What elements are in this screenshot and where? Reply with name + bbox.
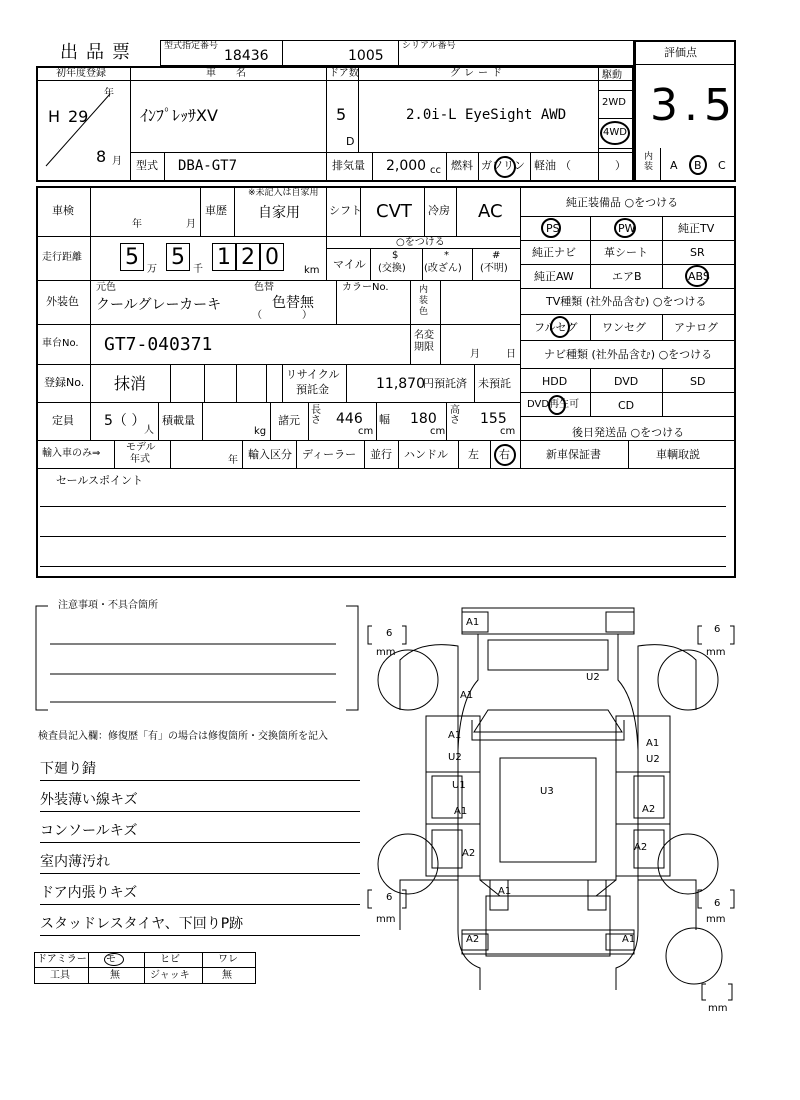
- tread-spare-unit: mm: [708, 1003, 728, 1014]
- drive-4wd-mark: [600, 121, 630, 145]
- interior-label: 内装: [644, 152, 654, 172]
- height: 155: [480, 411, 507, 427]
- tv-analog: アナログ: [674, 321, 718, 334]
- diag-label-13: A2: [634, 842, 648, 853]
- note-item-2: 外装薄い線キズ: [40, 789, 360, 812]
- reg-label: 登録No.: [44, 376, 85, 389]
- navi-dvd-play: DVD再生可: [527, 399, 580, 410]
- color-label: 外装色: [46, 295, 79, 308]
- dims-label: 諸元: [278, 414, 300, 427]
- drive-label: 駆動: [602, 70, 622, 81]
- mark-tamper-sym: *: [444, 250, 449, 261]
- tread-front-right-unit: mm: [706, 647, 726, 658]
- mark-exchange-sym: $: [392, 250, 399, 261]
- note-item-5: ドア内張りキズ: [40, 882, 360, 905]
- diag-label-12: A2: [462, 848, 476, 859]
- model-year-unit: 年: [228, 455, 238, 466]
- width-unit: cm: [430, 426, 446, 437]
- displacement-unit: cc: [430, 165, 441, 176]
- meihen-label: 名変期限: [414, 330, 434, 353]
- mileage-digit-5: 0: [260, 243, 284, 271]
- eval-label: 評価点: [664, 46, 697, 59]
- capacity-label: 定員: [52, 414, 74, 427]
- model-code: 18436: [224, 48, 269, 64]
- diag-label-3: U2: [586, 672, 600, 683]
- year-slash: [40, 92, 120, 172]
- navi-dvd-play-mark: [548, 395, 566, 415]
- meihen-month: 月: [470, 349, 480, 360]
- acc-jack-label: ジャッキ: [150, 970, 190, 981]
- equip-ps: PS: [546, 222, 560, 235]
- color-repaint: 色替無: [272, 295, 314, 311]
- navi-sd: SD: [690, 375, 706, 388]
- doors-label: ドア数: [329, 68, 359, 79]
- import-parallel: 並行: [370, 448, 392, 461]
- note-item-4: 室内薄汚れ: [40, 851, 360, 874]
- navi-title: ナビ種類 (社外品含む) ○をつける: [544, 348, 713, 361]
- exterior-color: クールグレーカーキ: [96, 297, 222, 313]
- shaken-label: 車検: [52, 204, 74, 217]
- displacement-label: 排気量: [332, 159, 365, 172]
- handle-label: ハンドル: [404, 448, 448, 461]
- diag-label-10: U2: [646, 754, 660, 765]
- mileage-mark-label: ○をつける: [396, 237, 445, 248]
- handle-right-mark: [494, 444, 516, 466]
- mileage-sen-unit: 千: [193, 264, 203, 275]
- meihen-day: 日: [506, 349, 516, 360]
- after-item-1: 新車保証書: [546, 448, 601, 461]
- import-dealer: ディーラー: [302, 448, 357, 461]
- navi-hdd: HDD: [542, 375, 568, 388]
- acc-break-label: ワレ: [218, 954, 238, 965]
- color-paren: （ ）: [252, 310, 312, 321]
- import-type-label: 輸入区分: [248, 448, 292, 461]
- interior-a: A: [670, 159, 678, 172]
- fuel-gas-mark: [494, 156, 516, 178]
- equip-navi: 純正ナビ: [532, 246, 576, 259]
- color-orig-label: 元色: [96, 282, 116, 293]
- acc-jack-value: 無: [222, 970, 232, 981]
- equip-abs-mark: [685, 265, 709, 287]
- tread-front-left-unit: mm: [376, 647, 396, 658]
- diag-label-2: A1: [460, 690, 474, 701]
- acc-tools-value: 無: [110, 970, 120, 981]
- load-unit: kg: [254, 426, 267, 437]
- tread-rear-right: 6: [714, 898, 721, 909]
- history-note: ※未記入は自家用: [248, 188, 319, 198]
- interior-b-mark: [689, 155, 707, 175]
- equip-tv: 純正TV: [678, 222, 715, 235]
- height-unit: cm: [500, 426, 516, 437]
- model-code-label: 型式指定番号: [164, 41, 219, 51]
- shift-label: シフト: [329, 204, 362, 217]
- tread-rear-left: 6: [386, 892, 393, 903]
- equip-pw: PW: [618, 222, 636, 235]
- notes-title: 注意事項・不具合箇所: [58, 600, 158, 611]
- tv-fullseg-mark: [550, 316, 570, 338]
- eval-score: 3.5: [650, 80, 738, 131]
- mileage-man-unit: 万: [147, 264, 157, 275]
- capacity-unit: 人: [144, 425, 154, 436]
- shaken-year-unit: 年: [132, 219, 142, 230]
- reg-month: 8: [96, 147, 107, 166]
- equip-airbag: エアB: [612, 270, 642, 283]
- diag-label-11: A2: [642, 804, 656, 815]
- diag-label-6: U1: [452, 780, 466, 791]
- equipment-title: 純正装備品 ○をつける: [566, 196, 679, 209]
- doors-unit: D: [346, 135, 355, 148]
- mileage-digit-2: 5: [166, 243, 190, 271]
- displacement: 2,000: [386, 158, 427, 174]
- note-item-3: コンソールキズ: [40, 820, 360, 843]
- color-no-label: カラーNo.: [342, 282, 389, 293]
- diag-label-16: A1: [622, 934, 636, 945]
- acc-crack-label: ヒビ: [160, 954, 180, 965]
- mark-tamper: (改ざん): [424, 263, 462, 274]
- reg-year: 29: [68, 107, 89, 126]
- color-repaint-label: 色替: [254, 282, 274, 293]
- katashiki: DBA-GT7: [178, 158, 238, 174]
- tread-rear-left-unit: mm: [376, 914, 396, 925]
- year-prefix: H: [48, 107, 61, 126]
- mileage-km-unit: km: [304, 265, 320, 276]
- tv-fullseg: フルセグ: [534, 321, 578, 334]
- diag-label-8: U3: [540, 786, 554, 797]
- mileage-digit-4: 2: [236, 243, 260, 271]
- acc-tools-label: 工具: [50, 970, 70, 981]
- sales-point-label: セールスポイント: [56, 474, 144, 487]
- reg-number: 抹消: [114, 374, 147, 393]
- tread-front-right: 6: [714, 624, 721, 635]
- month-unit: 月: [112, 156, 122, 167]
- fuel-gas: ガソリン: [481, 159, 525, 172]
- height-label: 高さ: [450, 405, 460, 426]
- inspector-label: 検査員記入欄：修復歴「有」の場合は修復箇所・交換箇所を記入: [38, 731, 328, 742]
- ac: AC: [478, 201, 503, 222]
- diag-label-1: A1: [466, 617, 480, 628]
- equip-pw-mark: [614, 218, 636, 238]
- tv-oneseg: ワンセグ: [602, 321, 646, 334]
- model-year-label-2: 年式: [130, 454, 150, 465]
- note-item-6: スタッドレスタイヤ、下回りP跡: [40, 913, 360, 936]
- after-item-2: 車輌取説: [656, 448, 700, 461]
- diag-label-5: U2: [448, 752, 462, 763]
- tread-rear-right-unit: mm: [706, 914, 726, 925]
- import-label: 輸入車のみ⇒: [42, 448, 101, 459]
- class-code: 1005: [348, 48, 384, 64]
- mark-unknown: (不明): [480, 263, 508, 274]
- mileage-digit-1: 5: [120, 243, 144, 271]
- navi-dvd: DVD: [614, 375, 639, 388]
- year-unit: 年: [104, 88, 114, 99]
- mark-unknown-sym: #: [492, 250, 501, 261]
- ac-label: 冷房: [428, 204, 450, 217]
- equip-abs: ABS: [688, 270, 710, 283]
- car-name: ｲﾝﾌﾟﾚｯｻXV: [140, 106, 218, 125]
- diag-label-4: A1: [448, 730, 462, 741]
- after-title: 後日発送品 ○をつける: [572, 426, 685, 439]
- acc-mirror-value: モ: [106, 954, 116, 965]
- serial-label: シリアル番号: [402, 41, 456, 51]
- width: 180: [410, 411, 437, 427]
- diag-label-14: A1: [498, 886, 512, 897]
- capacity: 5（ ）: [104, 413, 146, 429]
- shaken-month-unit: 月: [186, 219, 196, 230]
- history-label: 車歴: [205, 204, 227, 217]
- equip-sr: SR: [690, 246, 705, 259]
- tv-title: TV種類 (社外品含む) ○をつける: [546, 295, 707, 308]
- acc-mirror-mark: [104, 953, 124, 966]
- length-label: 長さ: [311, 405, 321, 426]
- mark-exchange: (交換): [378, 263, 406, 274]
- note-item-1: 下廻り錆: [40, 758, 360, 781]
- fuel-paren: （ ）: [560, 159, 626, 172]
- grade-label: グレード: [450, 68, 506, 79]
- navi-cd: CD: [618, 399, 635, 412]
- doors: 5: [336, 105, 347, 124]
- grade: 2.0i-L EyeSight AWD: [406, 107, 567, 123]
- length-unit: cm: [358, 426, 374, 437]
- length: 446: [336, 411, 363, 427]
- mileage-label: 走行距離: [42, 252, 82, 263]
- diag-label-15: A2: [466, 934, 480, 945]
- fuel-label: 燃料: [451, 159, 473, 172]
- katashiki-label: 型式: [136, 159, 158, 172]
- history: 自家用: [258, 205, 300, 221]
- handle-right: 右: [499, 448, 510, 461]
- mileage-mile: マイル: [333, 258, 366, 271]
- recycle-label-2: 預託金: [296, 383, 329, 396]
- tread-front-left: 6: [386, 628, 393, 639]
- recycle-label-1: リサイクル: [286, 368, 340, 381]
- recycle-none: 未預託: [478, 377, 511, 390]
- first-reg-label: 初年度登録: [56, 68, 106, 79]
- car-damage-diagram: [360, 600, 740, 1020]
- acc-mirror-label: ドアミラー: [37, 954, 87, 965]
- width-label: 幅: [379, 413, 390, 426]
- drive-2wd: 2WD: [602, 97, 626, 108]
- mileage-digit-3: 1: [212, 243, 236, 271]
- shift: CVT: [376, 201, 412, 222]
- drive-4wd: 4WD: [603, 127, 627, 138]
- notes-bracket: [34, 604, 360, 714]
- interior-c: C: [718, 159, 726, 172]
- recycle-amount: 11,870: [376, 376, 425, 392]
- car-name-label: 車 名: [206, 68, 246, 79]
- diag-label-7: A1: [454, 806, 468, 817]
- recycle-unit: 円預託済: [423, 377, 467, 390]
- diag-label-9: A1: [646, 738, 660, 749]
- fuel-diesel: 軽油: [534, 159, 556, 172]
- handle-left: 左: [468, 448, 479, 461]
- equip-ps-mark: [541, 218, 561, 238]
- load-label: 積載量: [162, 414, 195, 427]
- equip-leather: 革シート: [604, 246, 648, 259]
- interior-color-label: 内装色: [419, 285, 429, 317]
- equip-aw: 純正AW: [534, 270, 574, 283]
- chassis-label: 車台No.: [42, 338, 79, 349]
- chassis-number: GT7-040371: [104, 334, 213, 355]
- interior-b: B: [694, 159, 702, 172]
- model-year-label-1: モデル: [126, 442, 156, 453]
- form-title: 出品票: [60, 42, 138, 63]
